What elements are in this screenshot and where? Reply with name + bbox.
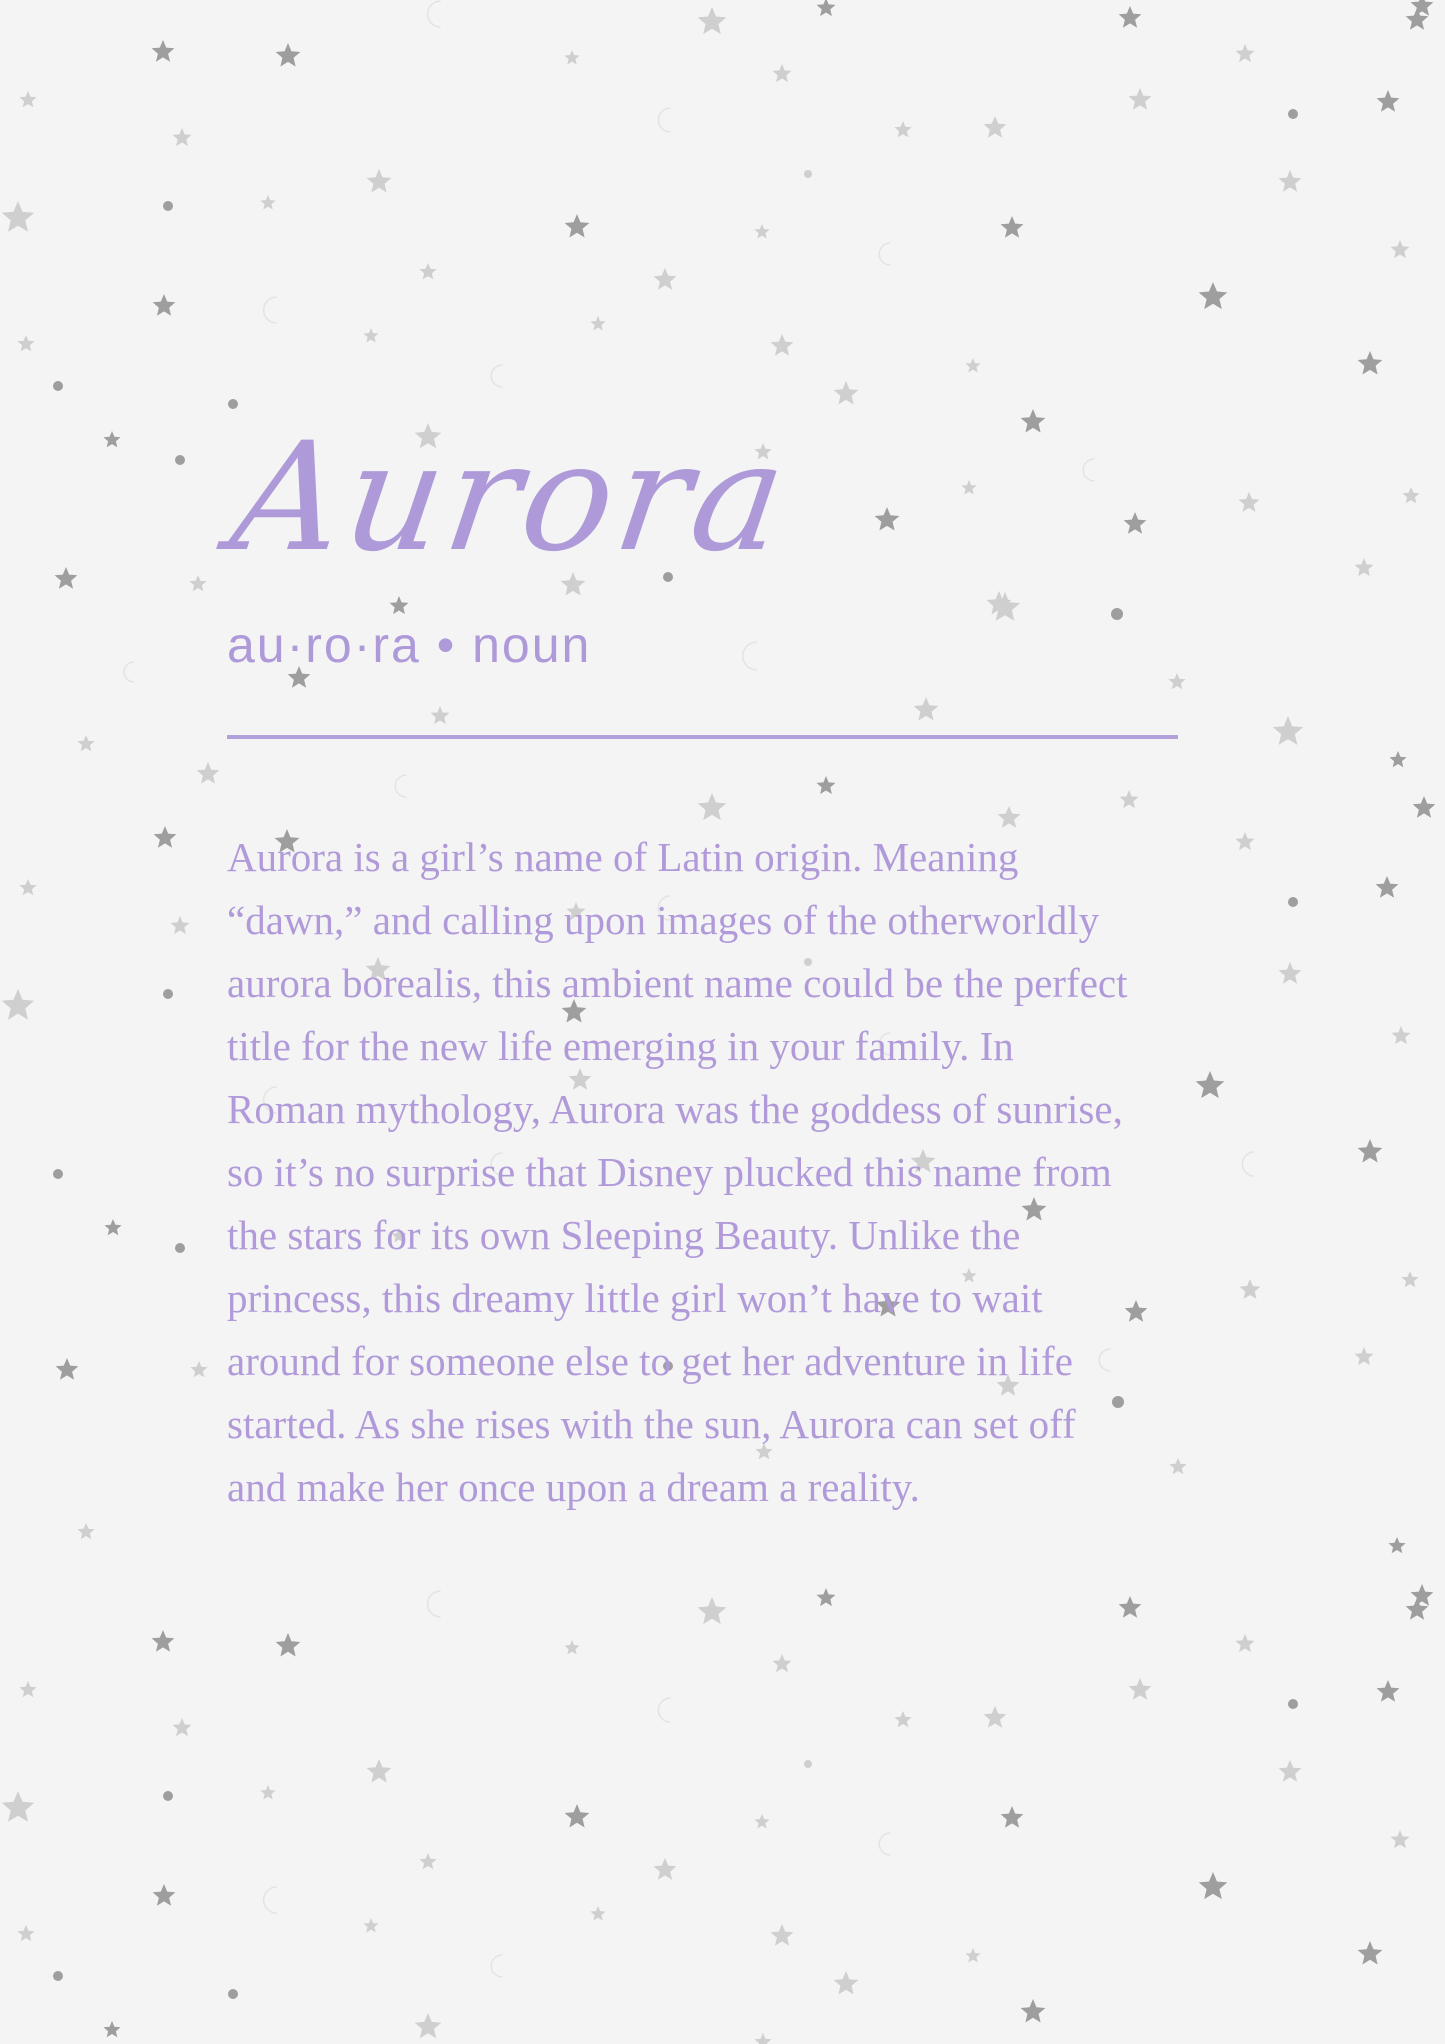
- star-icon: [965, 1948, 980, 1963]
- star-icon: [103, 2021, 120, 2037]
- pronunciation: au·ro·ra • noun: [227, 617, 592, 673]
- star-icon: [1358, 351, 1383, 375]
- star-icon: [965, 358, 980, 373]
- crescent-moon-icon: [491, 1955, 502, 1977]
- star-icon: [1377, 90, 1400, 112]
- star-icon: [1391, 1830, 1410, 1848]
- star-icon: [698, 793, 727, 820]
- star-icon: [590, 316, 605, 331]
- star-icon: [894, 1711, 911, 1727]
- star-icon: [276, 43, 301, 67]
- star-icon: [189, 575, 206, 591]
- star-icon: [1199, 282, 1228, 309]
- star-icon: [197, 762, 220, 784]
- definition-text: Aurora is a girl’s name of Latin origin. Meaning “dawn,” and calling upon images of the otherworldly aurora borealis, this ambient name could be the perfect title for the new life emerging in your family. In Roman mythology, Aurora was the goddess of sunrise, so it’s no surprise that Disney plucked this name from the stars for its own Sleeping Beauty. Unlike the princess, this dreamy little girl won’t have to wait around for someone else to get her adventure in life started. As she rises with the sun, Aurora can set off and make her once upon a dream a reality.: [227, 834, 1128, 1510]
- dot-icon: [1111, 608, 1123, 620]
- star-icon: [1411, 0, 1434, 16]
- star-icon: [17, 1925, 34, 1941]
- star-icon: [1358, 1941, 1383, 1965]
- star-icon: [1401, 1271, 1418, 1287]
- dot-icon: [53, 1169, 63, 1179]
- star-icon: [984, 1706, 1007, 1728]
- star-icon: [173, 128, 192, 146]
- star-icon: [419, 1853, 436, 1869]
- crescent-moon-icon: [264, 297, 277, 323]
- crescent-moon-icon: [395, 775, 406, 797]
- star-icon: [19, 91, 36, 107]
- star-icon: [419, 263, 436, 279]
- star-icon: [2, 989, 34, 1020]
- star-icon: [654, 268, 677, 290]
- star-icon: [1021, 1999, 1046, 2023]
- star-icon: [1168, 673, 1185, 689]
- star-icon: [1273, 716, 1303, 745]
- star-icon: [1411, 1584, 1434, 1606]
- star-icon: [1124, 512, 1147, 534]
- star-icon: [1388, 1537, 1405, 1553]
- star-icon: [1402, 487, 1419, 503]
- star-icon: [834, 381, 859, 405]
- star-icon: [771, 1924, 794, 1946]
- star-icon: [276, 1633, 301, 1657]
- star-icon: [754, 224, 769, 239]
- crescent-moon-icon: [491, 365, 502, 387]
- dot-icon: [1288, 109, 1298, 119]
- star-icon: [415, 2013, 442, 2038]
- dot-icon: [175, 1243, 185, 1253]
- star-icon: [998, 806, 1021, 828]
- star-icon: [1389, 751, 1406, 767]
- star-icon: [698, 7, 727, 34]
- star-icon: [894, 121, 911, 137]
- star-icon: [367, 1759, 392, 1783]
- star-icon: [564, 1640, 579, 1655]
- star-icon: [77, 1523, 94, 1539]
- dot-icon: [53, 1971, 63, 1981]
- star-icon: [1119, 6, 1142, 28]
- dot-icon: [163, 201, 173, 211]
- star-icon: [171, 916, 190, 934]
- dot-icon: [804, 170, 812, 178]
- star-icon: [1376, 876, 1399, 898]
- divider-line: [227, 735, 1178, 739]
- star-icon: [1119, 1596, 1142, 1618]
- star-icon: [1199, 1872, 1228, 1899]
- star-icon: [875, 507, 900, 531]
- crescent-moon-icon: [428, 1, 441, 27]
- star-icon: [104, 1219, 121, 1235]
- star-icon: [817, 776, 836, 794]
- dot-icon: [228, 399, 238, 409]
- star-icon: [19, 879, 36, 895]
- star-icon: [1236, 44, 1255, 62]
- star-icon: [1129, 1678, 1152, 1700]
- star-icon: [1355, 1347, 1374, 1365]
- dot-icon: [1288, 897, 1298, 907]
- star-icon: [1021, 409, 1046, 433]
- star-icon: [1001, 1806, 1024, 1828]
- dot-icon: [228, 1989, 238, 1999]
- crescent-moon-icon: [879, 243, 890, 265]
- dot-icon: [163, 1791, 173, 1801]
- star-icon: [1413, 796, 1436, 818]
- star-icon: [654, 1858, 677, 1880]
- star-icon: [1377, 1680, 1400, 1702]
- star-icon: [19, 1681, 36, 1697]
- star-icon: [1129, 88, 1152, 110]
- star-icon: [173, 1718, 192, 1736]
- crescent-moon-icon: [124, 662, 134, 682]
- star-icon: [56, 1358, 79, 1380]
- star-icon: [77, 735, 94, 751]
- crescent-moon-icon: [1083, 459, 1094, 481]
- star-icon: [2, 1791, 34, 1822]
- dot-icon: [175, 455, 185, 465]
- star-icon: [152, 1630, 175, 1652]
- star-icon: [1392, 1026, 1411, 1044]
- star-icon: [363, 1918, 378, 1933]
- star-icon: [817, 1588, 836, 1606]
- star-icon: [363, 328, 378, 343]
- crescent-moon-icon: [658, 1698, 670, 1722]
- star-icon: [1279, 170, 1302, 192]
- star-icon: [565, 214, 590, 238]
- star-icon: [1236, 1634, 1255, 1652]
- star-icon: [1001, 216, 1024, 238]
- star-icon: [1279, 1760, 1302, 1782]
- star-icon: [1120, 790, 1139, 808]
- star-icon: [961, 480, 976, 495]
- star-icon: [1358, 1139, 1383, 1163]
- crescent-moon-icon: [428, 1591, 441, 1617]
- crescent-moon-icon: [264, 1887, 277, 1913]
- star-icon: [984, 116, 1007, 138]
- star-icon: [990, 592, 1020, 621]
- crescent-moon-icon: [743, 642, 757, 670]
- dot-icon: [163, 989, 173, 999]
- star-icon: [754, 1814, 769, 1829]
- star-icon: [773, 64, 792, 82]
- star-icon: [260, 1785, 275, 1800]
- star-icon: [17, 335, 34, 351]
- dot-icon: [1288, 1699, 1298, 1709]
- star-icon: [698, 1597, 727, 1624]
- star-icon: [771, 334, 794, 356]
- star-icon: [2, 201, 34, 232]
- dot-icon: [804, 1760, 812, 1768]
- star-icon: [1355, 558, 1374, 576]
- star-icon: [773, 1654, 792, 1672]
- star-icon: [914, 697, 939, 721]
- star-icon: [431, 706, 450, 724]
- star-icon: [190, 1361, 207, 1377]
- star-icon: [153, 1884, 176, 1906]
- star-icon: [260, 195, 275, 210]
- crescent-moon-icon: [658, 108, 670, 132]
- star-icon: [817, 0, 836, 16]
- star-icon: [367, 169, 392, 193]
- name-title: Aurora: [222, 411, 799, 585]
- star-icon: [103, 431, 120, 447]
- star-icon: [55, 567, 78, 589]
- star-icon: [590, 1906, 605, 1921]
- star-icon: [754, 2033, 771, 2044]
- star-icon: [1279, 962, 1302, 984]
- star-icon: [834, 1971, 859, 1995]
- star-icon: [565, 1804, 590, 1828]
- star-icon: [1391, 240, 1410, 258]
- dot-icon: [53, 381, 63, 391]
- star-icon: [154, 826, 177, 848]
- star-icon: [564, 50, 579, 65]
- star-icon: [152, 40, 175, 62]
- star-icon: [1239, 492, 1260, 512]
- star-icon: [153, 294, 176, 316]
- crescent-moon-icon: [879, 1833, 890, 1855]
